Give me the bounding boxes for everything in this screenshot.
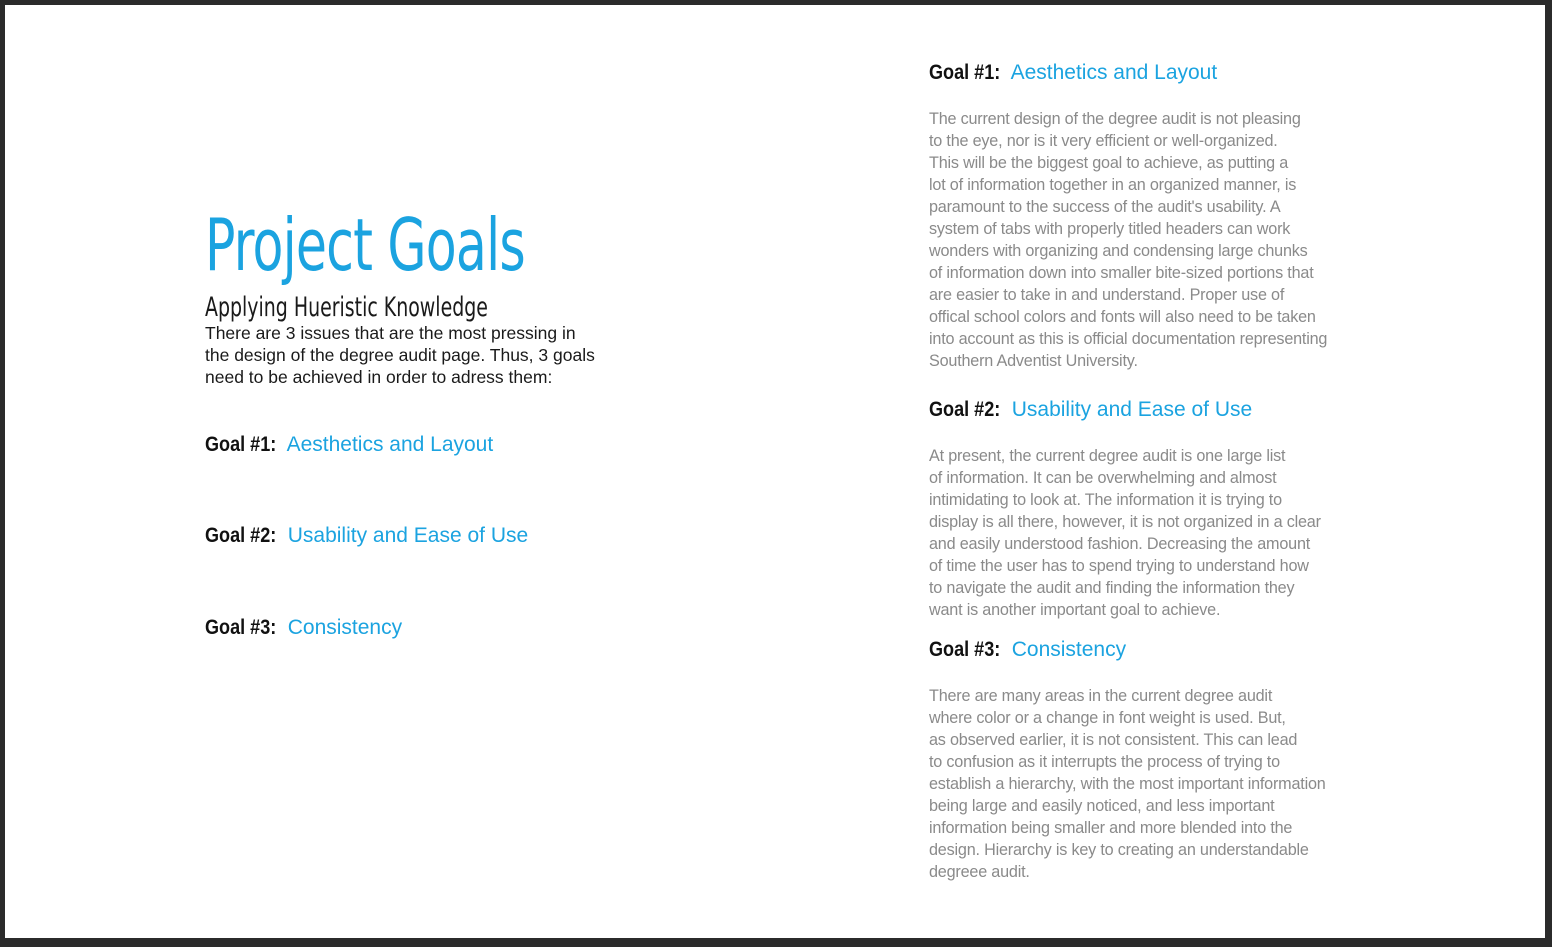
right-goal-2-heading (929, 396, 1252, 424)
goal-1-description: The current design of the degree audit is not pleasing to the eye, nor is it very efficient or well-organized. This will be the biggest goal to achieve, as putting a lot of information together in an organized manner, is paramount to the success of the audit's usability. A system of tabs with properly titled headers can work wonders with organizing and condensing large chunks of information down into smaller bite-sized portions that are easier to take in and understand. Proper use of offical school colors and fonts will also need to be taken into account as this is official documentation representing Southern Adventist University. (929, 110, 1328, 370)
document-page (5, 5, 1545, 938)
goal-name: Usability and Ease of Use (1011, 398, 1253, 421)
right-goal-1-heading (929, 59, 1217, 87)
goal-name: Aesthetics and Layout (1010, 61, 1218, 84)
goal-label: Goal #1: (205, 433, 277, 456)
goal-label: Goal #3: (929, 638, 1001, 661)
goal-label: Goal #3: (205, 616, 277, 639)
goal-3-description: There are many areas in the current degree audit where color or a change in font weight is used. But, as observed earlier, it is not consistent. This can lead to confusion as it interrupts the process of trying to establish a hierarchy, with the most important information being large and easily noticed, and less important information being smaller and more blended into the design. Hierarchy is key to creating an understandable degreee audit. (929, 687, 1326, 881)
left-goal-3 (205, 614, 402, 642)
left-goal-1 (205, 431, 493, 459)
goal-label: Goal #2: (929, 398, 1001, 421)
right-goal-3-heading (929, 636, 1126, 664)
goal-name: Consistency (287, 616, 403, 639)
goal-name: Aesthetics and Layout (286, 433, 494, 456)
left-goal-2 (205, 522, 528, 550)
goal-label: Goal #2: (205, 524, 277, 547)
page-title: Project Goals (205, 203, 525, 287)
page-subtitle: Applying Hueristic Knowledge (205, 292, 488, 323)
goal-2-description: At present, the current degree audit is one large list of information. It can be overwhelming and almost intimidating to look at. The information it is trying to display is all there, however, it is not organized in a clear and easily understood fashion. Decreasing the amount of time the user has to spend trying to understand how to navigate the audit and finding the information they want is another important goal to achieve. (929, 447, 1321, 619)
intro-paragraph: There are 3 issues that are the most pressing in the design of the degree audit page. Thus, 3 goals need to be achieved in order to adress them: (205, 323, 595, 387)
goal-name: Usability and Ease of Use (287, 524, 529, 547)
goal-label: Goal #1: (929, 61, 1001, 84)
goal-name: Consistency (1011, 638, 1127, 661)
